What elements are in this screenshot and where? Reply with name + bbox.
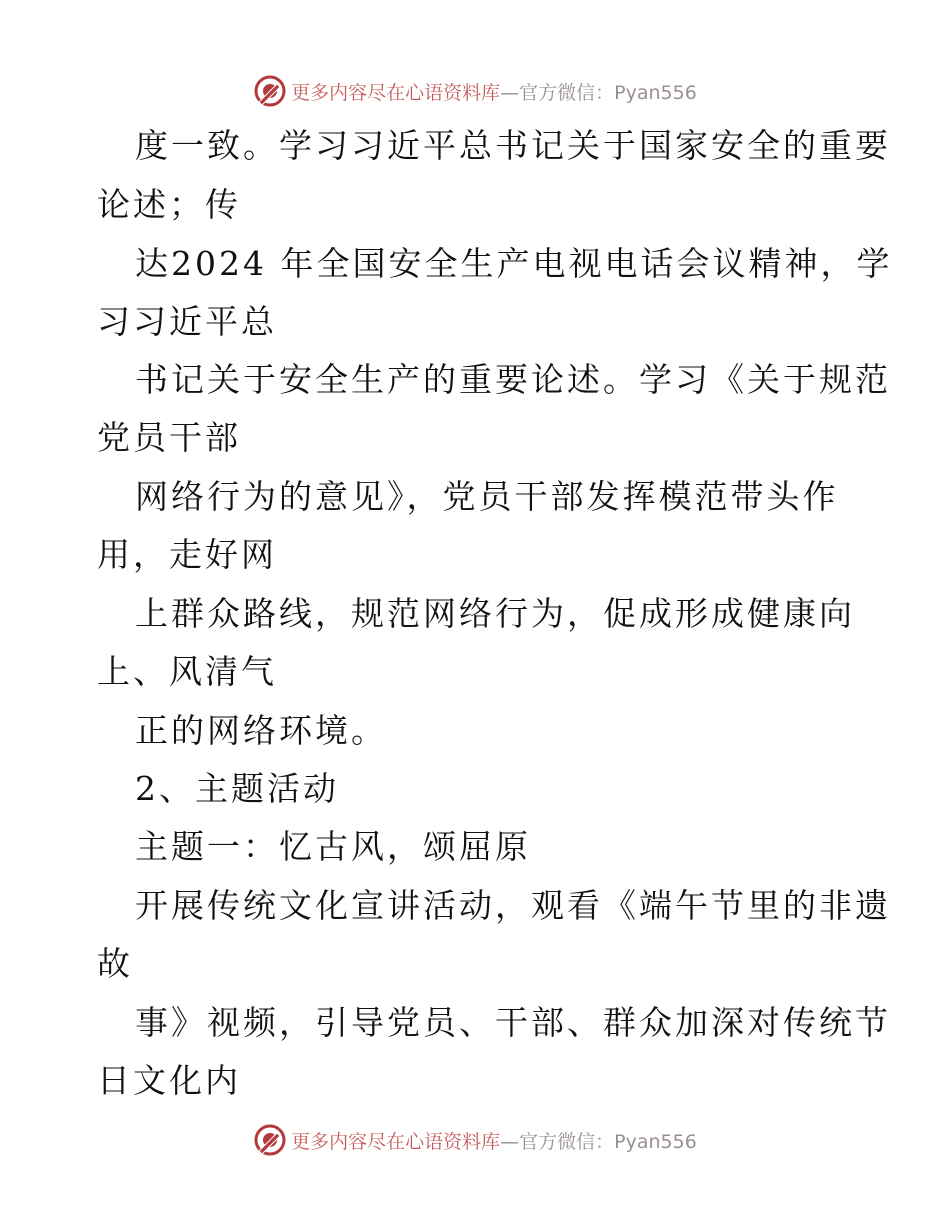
section-heading: 2、主题活动 <box>135 769 339 808</box>
footer-dash: — <box>500 1130 520 1153</box>
header-promo: 更多内容尽在心语资料库 <box>291 81 501 104</box>
footer-contact: 官方微信：Pyan556 <box>519 1130 697 1153</box>
text-line: 习习近平总 <box>97 302 277 341</box>
header-banner <box>0 69 950 113</box>
text-line: 日文化内 <box>97 1061 241 1100</box>
text-line: 开展传统文化宣讲活动，观看《端午节里的非遗 <box>135 886 891 925</box>
text-line: 正的网络环境。 <box>135 711 387 750</box>
text-line: 用，走好网 <box>97 535 277 574</box>
footer-promo: 更多内容尽在心语资料库 <box>291 1130 501 1153</box>
pen-logo-icon <box>253 74 287 108</box>
header-contact: 官方微信：Pyan556 <box>519 81 697 104</box>
pen-logo-icon <box>253 1123 287 1157</box>
text-line: 书记关于安全生产的重要论述。学习《关于规范 <box>135 360 891 399</box>
text-line: 网络行为的意见》，党员干部发挥模范带头作 <box>135 477 839 516</box>
text-line: 达2024 年全国安全生产电视电话会议精神，学 <box>135 244 893 283</box>
text-line: 度一致。学习习近平总书记关于国家安全的重要 <box>135 126 891 165</box>
header-dash: — <box>500 81 520 104</box>
header-text <box>291 78 697 105</box>
footer-text <box>291 1127 697 1154</box>
text-line: 论述；传 <box>97 185 241 224</box>
text-line: 上、风清气 <box>97 652 277 691</box>
footer-banner <box>0 1118 950 1162</box>
text-line: 党员干部 <box>97 418 241 457</box>
text-line: 事》视频，引导党员、干部、群众加深对传统节 <box>135 1003 891 1042</box>
text-line: 上群众路线，规范网络行为，促成形成健康向 <box>135 594 855 633</box>
subsection-heading: 主题一：忆古风，颂屈原 <box>135 827 531 866</box>
text-line: 故 <box>97 944 133 983</box>
